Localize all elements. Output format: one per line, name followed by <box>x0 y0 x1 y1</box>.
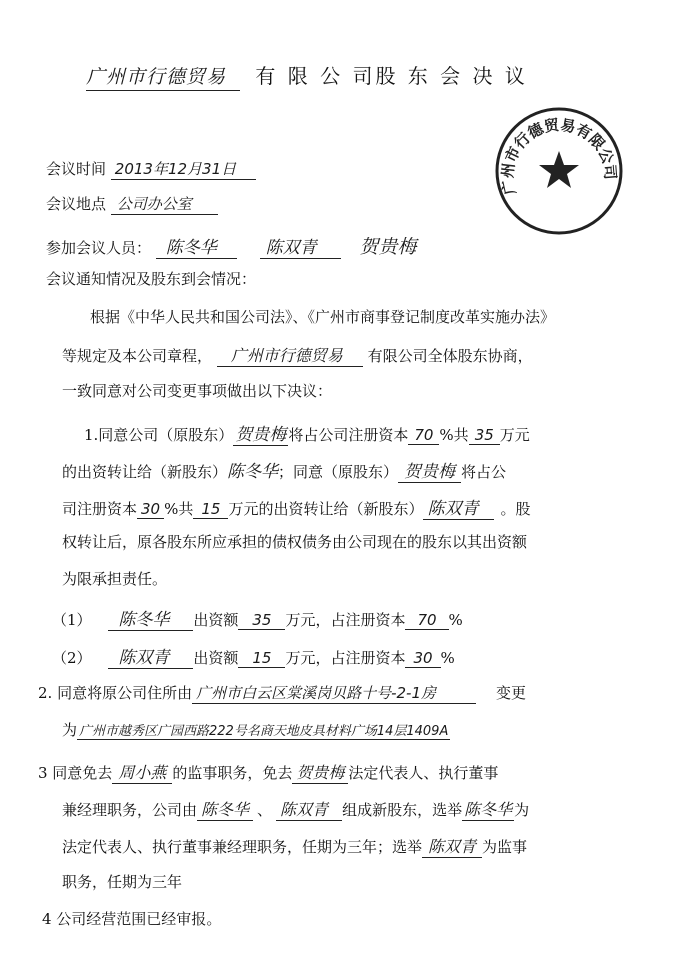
item1-seller2: 贺贵梅 <box>398 457 461 483</box>
item3-person: 贺贵梅 <box>292 760 348 784</box>
company-seal <box>493 105 625 237</box>
share-row: （1） 陈冬华 出资额 35 万元，占注册资本 70 % <box>52 605 463 631</box>
item1-amt2: 15 <box>193 500 228 519</box>
item1-line3: 司注册资本 30 %共 15 万元的出资转让给（新股东） 陈双青 。股 <box>62 494 531 520</box>
meeting-time-value: 2013年12月31日 <box>111 158 256 180</box>
item3-person: 陈冬华 <box>462 797 514 821</box>
intro-line2-post: 有限公司全体股东协商， <box>367 347 533 365</box>
intro-line1: 根据《中华人民共和国公司法》、《广州市商事登记制度改革实施办法》 <box>90 308 556 326</box>
attendee: 陈双青 <box>260 233 341 259</box>
item4-text: 4 公司经营范围已经审报。 <box>42 910 222 928</box>
share-percent: 30 <box>405 649 440 668</box>
item1-seller1: 贺贵梅 <box>233 420 288 446</box>
meeting-time-label: 会议时间 <box>46 160 107 178</box>
intro-line3: 一致同意对公司变更事项做出以下决议： <box>62 382 333 400</box>
item3-person: 陈冬华 <box>197 797 253 821</box>
share-amount: 35 <box>238 611 285 630</box>
share-holder-name: 陈冬华 <box>108 605 193 631</box>
item1-line2: 的出资转让给（新股东）陈冬华；同意（原股东） 贺贵梅 将占公 <box>62 457 506 483</box>
share-holder-name: 陈双青 <box>108 643 193 669</box>
item2-line2: 为 广州市越秀区广园西路222号名商天地皮具材料广场14层1409A <box>62 721 449 739</box>
meeting-place-value: 公司办公室 <box>111 193 218 215</box>
title-company-name: 广州市行德贸易 <box>86 62 240 91</box>
item2-line1: 2. 同意将原公司住所由 广州市白云区棠溪岗贝路十号-2-1房 变更 <box>38 684 527 702</box>
item1-buyer2: 陈双青 <box>423 494 494 520</box>
share-row: （2） 陈双青 出资额 15 万元，占注册资本 30 % <box>52 643 455 669</box>
item1-pct1: 70 <box>408 426 439 445</box>
item1-line4: 权转让后，原各股东所应承担的债权债务由公司现在的股东以其出资额 <box>62 533 528 551</box>
meeting-place-row <box>46 193 218 215</box>
share-percent: 70 <box>405 611 448 630</box>
attendees-row <box>46 232 416 259</box>
attendee: 陈冬华 <box>156 233 237 259</box>
intro-company-name: 广州市行德贸易 <box>217 343 363 367</box>
item3-line1: 3 同意免去 周小燕 的监事职务，免去 贺贵梅 法定代表人、执行董事 <box>38 760 498 784</box>
share-amount: 15 <box>238 649 285 668</box>
seal-star-icon <box>539 151 579 188</box>
meeting-time-row <box>46 158 256 180</box>
item2-new-address: 广州市越秀区广园西路222号名商天地皮具材料广场14层1409A <box>77 720 450 740</box>
document-title <box>86 60 528 91</box>
meeting-place-label: 会议地点 <box>46 195 107 213</box>
item1-amt1: 35 <box>469 426 500 445</box>
item3-line4: 职务，任期为三年 <box>62 873 183 891</box>
item3-person: 陈双青 <box>422 834 482 858</box>
intro-line2 <box>62 343 533 367</box>
attendee: 贺贵梅 <box>359 236 417 258</box>
intro-line2-pre: 等规定及本公司章程， <box>62 347 213 365</box>
attendees-label: 参加会议人员： <box>46 239 152 257</box>
item3-person: 周小燕 <box>112 760 172 784</box>
item1-buyer1: 陈冬华 <box>227 462 279 482</box>
item2-old-address: 广州市白云区棠溪岗贝路十号-2-1房 <box>192 682 476 704</box>
item3-line2: 兼经理职务，公司由 陈冬华 、 陈双青 组成新股东，选举 陈冬华 为 <box>62 797 529 821</box>
item1-line1: 1.同意公司（原股东） 贺贵梅 将占公司注册资本 70 %共 35 万元 <box>84 420 530 446</box>
item3-line3: 法定代表人、执行董事兼经理职务，任期为三年；选举 陈双青 为监事 <box>62 834 527 858</box>
title-suffix: 有 限 公 司股 东 会 决 议 <box>255 64 528 88</box>
item3-person: 陈双青 <box>276 797 342 821</box>
item1-pct2: 30 <box>137 500 164 519</box>
notice-label: 会议通知情况及股东到会情况： <box>46 270 257 288</box>
item1-line5: 为限承担责任。 <box>62 570 168 588</box>
seal-text: 广州市行德贸易有限公司 <box>498 115 620 197</box>
